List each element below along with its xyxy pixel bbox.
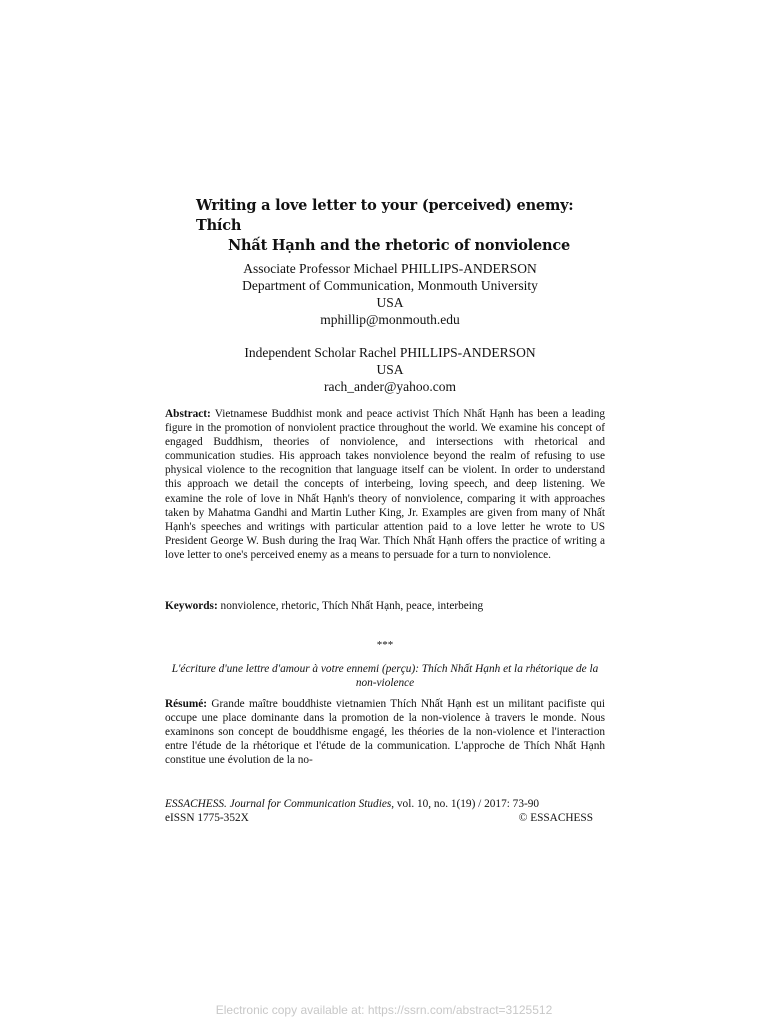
resume xyxy=(165,697,605,767)
abstract xyxy=(165,407,605,562)
author-affiliation: Department of Communication, Monmouth University xyxy=(242,278,538,293)
resume-label: Résumé: xyxy=(165,698,208,710)
author-email[interactable]: rach_ander@yahoo.com xyxy=(323,379,456,394)
journal-name: ESSACHESS. Journal for Communication Studies xyxy=(165,798,392,810)
title-line-1: Writing a love letter to your (perceived) enemy: Thích xyxy=(196,197,574,234)
title-line-2: Nhất Hạnh and the rhetoric of nonviolence xyxy=(228,237,571,254)
section-separator: *** xyxy=(376,639,394,651)
abstract-label: Abstract: xyxy=(165,408,211,420)
author-name: Associate Professor Michael PHILLIPS-ANDERSON xyxy=(243,261,537,276)
author-email[interactable]: mphillip@monmouth.edu xyxy=(320,312,460,327)
keywords-text: nonviolence, rhetoric, Thích Nhất Hạnh, peace, interbeing xyxy=(220,600,484,612)
keywords xyxy=(165,599,605,613)
author-name: Independent Scholar Rachel PHILLIPS-ANDERSON xyxy=(244,345,536,360)
french-title: L'écriture d'une lettre d'amour à votre ennemi (perçu): Thích Nhất Hạnh et la rhétorique de la non-violence xyxy=(171,663,599,690)
journal-citation xyxy=(165,797,605,811)
author-block-2 xyxy=(160,344,620,395)
paper-title xyxy=(196,196,616,256)
author-block-1 xyxy=(160,260,620,328)
journal-footer xyxy=(165,811,593,825)
keywords-label: Keywords: xyxy=(165,600,218,612)
abstract-text: Vietnamese Buddhist monk and peace activist Thích Nhất Hạnh has been a leading figure in the promotion of nonviolent practice throughout the world. We examine his concept of engaged Buddhism, theories of nonviolence, and intersections with rhetorical and communication studies. His approach takes nonviolence beyond the realm of refusing to use physical violence to the recognition that language itself can be violent. In order to understand this approach we detail the concepts of interbeing, loving speech, and deep listening. We examine the role of love in Nhất Hạnh's theory of nonviolence, comparing it with approaches taken by Mahatma Gandhi and Martin Luther King, Jr. Examples are given from many of Nhất Hạnh's speeches and writings with particular attention paid to a love letter he wrote to US President George W. Bush during the Iraq War. Thích Nhất Hạnh offers the practice of writing a love letter to one's perceived enemy as a means to persuade for a turn to nonviolence. xyxy=(165,408,606,561)
author-country: USA xyxy=(376,362,404,377)
ssrn-notice[interactable]: Electronic copy available at: https://ssrn.com/abstract=3125512 xyxy=(215,1003,553,1017)
journal-details: , vol. 10, no. 1(19) / 2017: 73-90 xyxy=(391,798,540,810)
resume-text: Grande maître bouddhiste vietnamien Thích Nhất Hạnh est un militant pacifiste qui occupe une place dominante dans la promotion de la non-violence à travers le monde. Nous examinons son concept de bouddhisme engagé, les théories de la non-violence et l'interaction entre l'étude de la rhétorique et l'étude de la communication. L'approche de Thích Nhất Hạnh constitue une évolution de la no- xyxy=(165,698,605,767)
issn: eISSN 1775-352X xyxy=(165,812,249,824)
copyright: © ESSACHESS xyxy=(518,812,593,824)
author-country: USA xyxy=(376,295,404,310)
